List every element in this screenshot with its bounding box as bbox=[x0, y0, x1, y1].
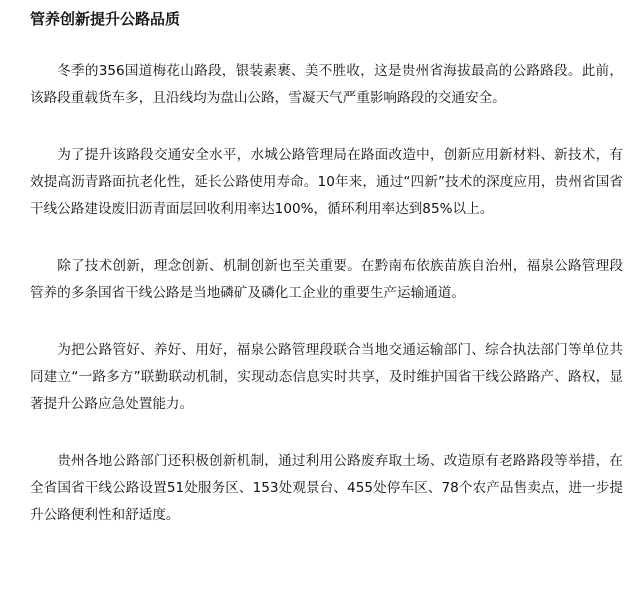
paragraph-4: 为把公路管好、养好、用好，福泉公路管理段联合当地交通运输部门、综合执法部门等单位共同建立“一路多方”联勤联动机制，实现动态信息实时共享，及时维护国省干线公路路产、路权，显著提升公路应急处置能力。 bbox=[30, 342, 623, 412]
article-title: 管养创新提升公路品质 bbox=[30, 10, 181, 28]
paragraph-2: 为了提升该路段交通安全水平，水城公路管理局在路面改造中，创新应用新材料、新技术，有效提高沥青路面抗老化性，延长公路使用寿命。10年来，通过“四新”技术的深度应用，贵州省国省干线公路建设废旧沥青面层回收利用率达100%，循环利用率达到85%以上。 bbox=[30, 147, 623, 217]
paragraph-1: 冬季的356国道梅花山路段，银装素裹、美不胜收，这是贵州省海拔最高的公路路段。此前，该路段重载货车多，且沿线均为盘山公路，雪凝天气严重影响路段的交通安全。 bbox=[30, 63, 623, 106]
paragraph-5: 贵州各地公路部门还积极创新机制，通过利用公路废弃取土场、改造原有老路路段等举措，在全省国省干线公路设置51处服务区、153处观景台、455处停车区、78个农产品售卖点，进一步提升公路便利性和舒适度。 bbox=[30, 453, 623, 523]
paragraph-3: 除了技术创新，理念创新、机制创新也至关重要。在黔南布依族苗族自治州，福泉公路管理段管养的多条国省干线公路是当地磷矿及磷化工企业的重要生产运输通道。 bbox=[30, 258, 623, 301]
